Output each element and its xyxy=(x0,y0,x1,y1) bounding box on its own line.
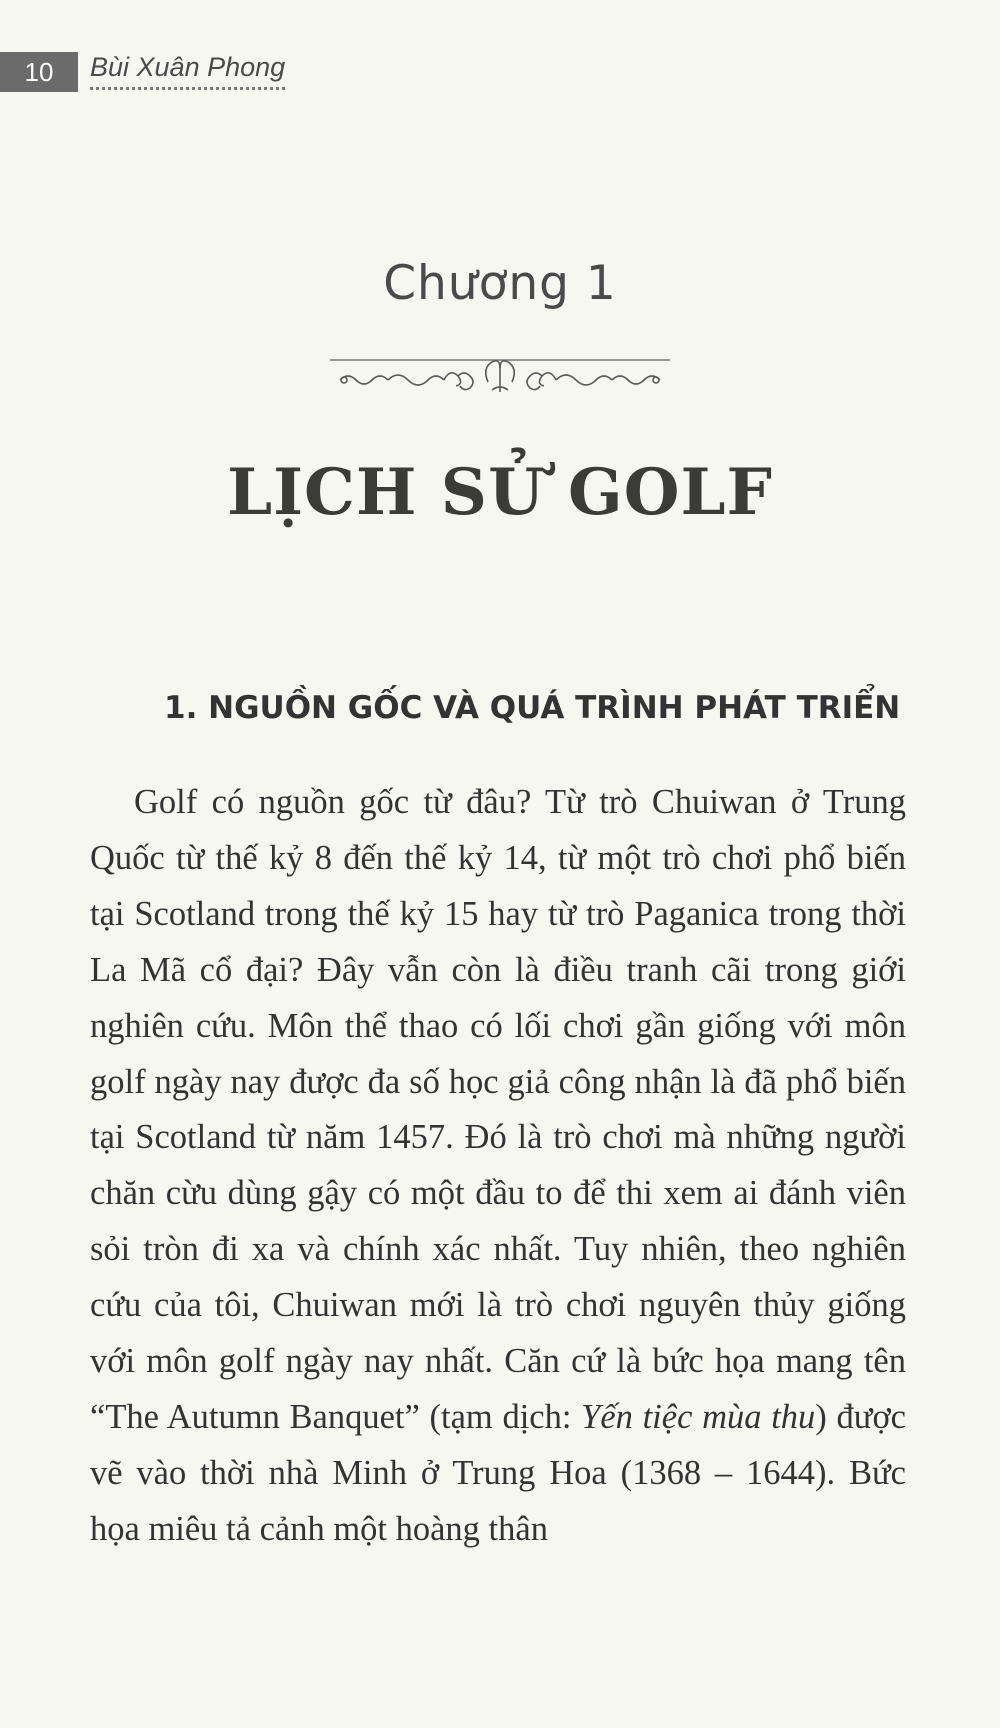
running-header xyxy=(0,52,285,92)
page-number: 10 xyxy=(0,52,78,92)
body-text-part1: Golf có nguồn gốc từ đâu? Từ trò Chuiwan ở Trung Quốc từ thế kỷ 8 đến thế kỷ 14, từ một trò chơi phổ biến tại Scotland trong thế kỷ 15 hay từ trò Paganica trong thời La Mã cổ đại? Đây vẫn còn là điều tranh cãi trong giới nghiên cứu. Môn thể thao có lối chơi gần giống với môn golf ngày nay được đa số học giả công nhận là đã phổ biến tại Scotland từ năm 1457. Đó là trò chơi mà những người chăn cừu dùng gậy có một đầu to để thi xem ai đánh viên sỏi tròn đi xa và chính xác nhất. Tuy nhiên, theo nghiên cứu của tôi, Chuiwan mới là trò chơi nguyên thủy giống với môn golf ngày nay nhất. Căn cứ là bức họa mang tên “The Autumn Banquet” (tạm dịch: xyxy=(90,783,906,1436)
chapter-title: LỊCH SỬ GOLF xyxy=(227,455,773,530)
body-paragraph xyxy=(90,775,906,1558)
header-author: Bùi Xuân Phong xyxy=(90,54,285,90)
ornament-divider-icon xyxy=(330,352,670,402)
section-heading: 1. NGUỒN GỐC VÀ QUÁ TRÌNH PHÁT TRIỂN xyxy=(164,690,901,726)
chapter-label: Chương 1 xyxy=(383,256,617,311)
body-text-italic: Yến tiệc mùa thu xyxy=(581,1397,816,1436)
header-author-wrap xyxy=(90,52,285,92)
body-text-part2: ) được vẽ vào thời nhà Minh ở Trung Hoa (1368 – 1644). Bức họa miêu tả cảnh một hoàng thân xyxy=(90,1397,906,1548)
